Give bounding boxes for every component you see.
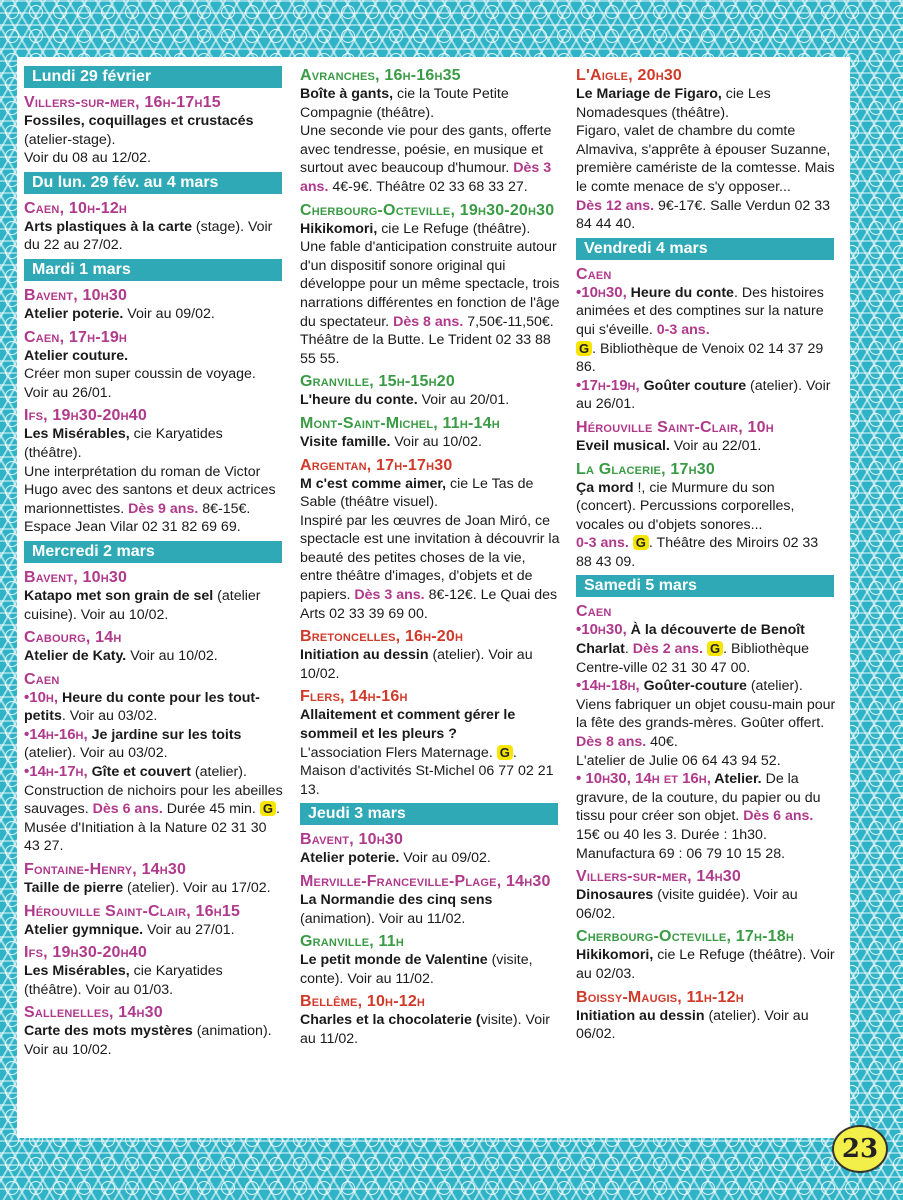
agenda-entry xyxy=(300,992,560,1048)
event-description xyxy=(576,946,836,983)
age-label: 0-3 ans. xyxy=(576,535,629,552)
event-description xyxy=(24,879,284,898)
body-text: !, cie Murmure du son (concert). Percussions corporelles, vocales ou d'objets sonores... xyxy=(576,479,795,533)
event-description xyxy=(576,284,836,414)
age-label: Dès 3 ans. xyxy=(354,587,425,604)
event-title: Initiation au dessin xyxy=(300,647,429,664)
event-location-time: Caen, 10h-12h xyxy=(24,199,128,217)
body-text: (atelier). Voir au 03/02. xyxy=(24,745,168,762)
event-title: Allaitement et comment gérer le sommeil et les pleurs ? xyxy=(300,707,516,743)
event-title: Arts plastiques à la carte xyxy=(24,218,192,235)
event-location-time: Cherbourg-Octeville, 17h-18h xyxy=(576,928,794,946)
body-text: cie Le Refuge (théâtre). Une fable d'anticipation construite autour d'un dispositif sonore original qui développe pour un même spectacle, trois narrations différentes en fonction de l'âge du spectateur. xyxy=(300,220,560,330)
event-title: Hikikomori, xyxy=(576,947,654,964)
body-text: (atelier). Voir au 17/02. xyxy=(123,880,271,897)
body-text: cie la Toute Petite Compagnie (théâtre). xyxy=(300,86,509,121)
event-title: Initiation au dessin xyxy=(576,1007,705,1024)
body-text: Une seconde vie pour des gants, offerte avec tendresse, poésie, en musique et surtout avec beaucoup d'humour. xyxy=(300,123,552,177)
event-title: Les Misérables, xyxy=(24,426,130,443)
event-title: Gîte et couvert xyxy=(87,764,191,781)
event-description xyxy=(24,112,284,168)
agenda-column-2 xyxy=(300,66,560,1053)
event-description xyxy=(24,921,284,940)
event-title: Katapo met son grain de sel xyxy=(24,587,214,604)
event-title: Atelier couture. xyxy=(24,347,129,364)
event-location-time: Boissy-Maugis, 11h-12h xyxy=(576,988,744,1006)
event-description xyxy=(300,891,560,928)
event-title: M c'est comme aimer, xyxy=(300,475,447,492)
body-text: Voir au 22/01. xyxy=(669,437,762,454)
event-title: Je jardine sur les toits xyxy=(87,726,242,743)
event-location-time: Caen xyxy=(24,670,60,688)
event-title: Visite famille. xyxy=(300,433,391,450)
event-description xyxy=(300,706,560,799)
time-text: •14h-17h, xyxy=(24,763,88,781)
body-text: visite). Voir au 11/02. xyxy=(300,1012,550,1047)
age-label: Dès 6 ans. xyxy=(92,801,163,818)
body-text: cie Karyatides (théâtre). xyxy=(24,426,223,461)
event-description xyxy=(300,951,560,988)
time-text: • 10h30, 14h et 16h, xyxy=(576,770,711,788)
event-location-time: Villers-sur-mer, 16h-17h15 xyxy=(24,94,221,111)
day-header: Jeudi 3 mars xyxy=(300,803,558,825)
event-title: Carte des mots mystères xyxy=(24,1023,193,1040)
event-description xyxy=(576,437,836,456)
body-text: Figaro, valet de chambre du comte Almaviva, s'apprête à épouser Suzanne, première camériste de la comtesse. Mais le comte menace de s'y opposer... xyxy=(576,123,835,195)
age-label: Dès 12 ans. xyxy=(576,197,655,214)
event-description xyxy=(300,391,560,410)
event-location-time: La Glacerie, 17h30 xyxy=(576,460,715,478)
event-description xyxy=(300,85,560,197)
body-text: cie Le Tas de Sable (théâtre visuel). xyxy=(300,475,534,511)
event-title: Fossiles, coquillages et crustacés xyxy=(24,113,254,129)
body-text: (visite, conte). Voir au 11/02. xyxy=(300,952,533,987)
body-text: Voir au 10/02. xyxy=(390,433,482,450)
event-description xyxy=(300,1011,560,1048)
event-location-time: Cherbourg-Octeville, 19h30-20h30 xyxy=(300,201,555,219)
time-text: •14h-18h, xyxy=(576,677,640,695)
event-time-bullet xyxy=(576,285,627,301)
age-label: 0-3 ans. xyxy=(656,321,710,338)
time-text: •14h-16h, xyxy=(24,725,88,743)
body-text: . Musée d'Initiation à la Nature 02 31 30 43 27. xyxy=(24,801,280,855)
event-title: L'heure du conte. xyxy=(300,392,418,409)
agenda-entry xyxy=(24,93,284,168)
event-title: Taille de pierre xyxy=(24,880,124,897)
agenda-entry xyxy=(24,406,284,537)
event-location-time: Argentan, 17h-17h30 xyxy=(300,456,453,474)
event-location-time: Avranches, 16h-16h35 xyxy=(300,67,461,84)
event-location-time: Ifs, 19h30-20h40 xyxy=(24,407,147,425)
event-location-time: Granville, 15h-15h20 xyxy=(300,373,455,391)
agenda-entry xyxy=(300,932,560,988)
day-header: Lundi 29 février xyxy=(24,66,282,88)
event-location-time: Sallenelles, 14h30 xyxy=(24,1004,163,1022)
event-title: Le petit monde de Valentine xyxy=(300,952,488,969)
event-title: Heure du conte pour les tout-petits xyxy=(24,689,260,725)
day-header: Samedi 5 mars xyxy=(576,575,834,597)
age-label: Dès 9 ans. xyxy=(128,500,199,517)
agenda-entry xyxy=(24,670,284,856)
body-text: 40€. xyxy=(646,734,678,751)
event-location-time: Flers, 14h-16h xyxy=(300,688,408,706)
body-text: cie Les Nomadesques (théâtre). xyxy=(576,86,771,121)
event-description xyxy=(576,886,836,923)
event-description xyxy=(24,647,284,666)
event-location-time: Bavent, 10h30 xyxy=(24,286,128,304)
body-text: Voir au 20/01. xyxy=(417,392,510,409)
agenda-entry xyxy=(300,414,560,452)
body-text: . Bibliothèque Centre-ville 02 31 30 47 00. xyxy=(576,641,810,676)
agenda-entry xyxy=(576,460,836,572)
agenda-entry xyxy=(300,456,560,624)
body-text: De la gravure, de la couture, du papier ou du tissu pour créer son objet. xyxy=(576,771,821,825)
event-location-time: Merville-Franceville-Plage, 14h30 xyxy=(300,873,551,890)
body-text: Voir au 09/02. xyxy=(123,305,215,322)
event-description xyxy=(300,433,560,452)
agenda-entry xyxy=(300,830,560,868)
time-text: •10h30, xyxy=(576,283,627,301)
body-text: Inspiré par les œuvres de Joan Miró, ce spectacle est une invitation à découvrir la beauté des petites choses de la vie, entre théâtre d'images, d'objets et de papiers. xyxy=(300,512,560,604)
event-location-time: Bellême, 10h-12h xyxy=(300,993,426,1011)
event-time-bullet xyxy=(576,678,640,694)
agenda-entry xyxy=(300,201,560,369)
event-description xyxy=(24,1022,284,1059)
body-text: (atelier). Voir au 26/01. xyxy=(576,377,831,413)
free-badge: G xyxy=(633,535,649,550)
body-text: 7,50€-11,50€. Théâtre de la Butte. Le Trident 02 33 88 55 55. xyxy=(300,313,554,367)
day-header: Vendredi 4 mars xyxy=(576,238,834,260)
agenda-entry xyxy=(300,872,560,928)
event-title: La Normandie des cinq sens xyxy=(300,892,493,908)
agenda-entry xyxy=(24,286,284,324)
event-time-bullet xyxy=(24,727,88,743)
agenda-column-3 xyxy=(576,66,836,1048)
body-text: . Des histoires animées et des comptines sur la nature qui s'éveille. xyxy=(576,284,824,338)
free-badge: G xyxy=(260,801,276,816)
day-header: Du lun. 29 fév. au 4 mars xyxy=(24,172,282,194)
event-description xyxy=(24,962,284,999)
body-text: 9€-17€. Salle Verdun 02 33 84 44 40. xyxy=(576,197,830,233)
body-text: Voir au 27/01. xyxy=(143,921,235,938)
body-text: 4€-9€. Théâtre 02 33 68 33 27. xyxy=(328,178,528,195)
day-header: Mercredi 2 mars xyxy=(24,541,282,563)
free-badge: G xyxy=(497,745,513,760)
event-description xyxy=(24,218,284,255)
agenda-entry xyxy=(24,628,284,666)
event-time-bullet xyxy=(24,690,58,706)
body-text: Voir du 08 au 12/02. xyxy=(24,150,152,167)
body-text: (atelier). Viens fabriquer un objet cousu-main pour la fête des grands-mères. Goûter offert. xyxy=(576,678,836,732)
event-location-time: Granville, 11h xyxy=(300,933,404,951)
event-title: Dinosaures xyxy=(576,887,654,904)
agenda-entry xyxy=(576,418,836,456)
body-text: (atelier cuisine). Voir au 10/02. xyxy=(24,587,261,623)
agenda-column-1 xyxy=(24,66,284,1064)
event-title: Les Misérables, xyxy=(24,963,130,980)
event-description xyxy=(24,347,284,403)
event-title: Atelier gymnique. xyxy=(24,921,144,938)
event-description xyxy=(576,621,836,863)
body-text: 8€-12€. Le Quai des Arts 02 33 39 69 00. xyxy=(300,587,558,622)
event-description xyxy=(576,85,836,234)
body-text: (atelier-stage). xyxy=(24,131,116,148)
body-text: (atelier). Voir au 10/02. xyxy=(300,647,533,682)
time-text: •10h, xyxy=(24,688,59,706)
event-title: Charles et la chocolaterie ( xyxy=(300,1012,481,1029)
body-text: . Voir au 03/02. xyxy=(61,708,158,725)
body-text: Voir au 09/02. xyxy=(399,850,491,867)
agenda-entry xyxy=(24,902,284,940)
event-time-bullet xyxy=(24,764,88,780)
event-location-time: Villers-sur-mer, 14h30 xyxy=(576,868,741,886)
event-title: Atelier poterie. xyxy=(300,850,400,867)
event-location-time: Caen, 17h-19h xyxy=(24,328,128,346)
event-location-time: Hérouville Saint-Clair, 10h xyxy=(576,418,774,436)
agenda-entry xyxy=(24,328,284,403)
body-text: Durée 45 min. xyxy=(162,801,260,818)
event-title: Le Mariage de Figaro, xyxy=(576,86,722,102)
agenda-entry xyxy=(24,860,284,898)
body-text: Voir au 10/02. xyxy=(126,648,218,665)
event-location-time: L'Aigle, 20h30 xyxy=(576,67,683,84)
body-text: (visite guidée). Voir au 06/02. xyxy=(576,887,798,922)
agenda-entry xyxy=(576,265,836,414)
body-text: cie Le Refuge (théâtre). Voir au 02/03. xyxy=(576,947,835,982)
age-label: Dès 3 ans. xyxy=(300,160,552,195)
body-text: Créer mon super coussin de voyage. Voir au 26/01. xyxy=(24,366,256,401)
agenda-entry xyxy=(576,602,836,863)
free-badge: G xyxy=(707,641,723,656)
agenda-entry xyxy=(576,867,836,923)
event-location-time: Mont-Saint-Michel, 11h-14h xyxy=(300,414,500,432)
event-location-time: Fontaine-Henry, 14h30 xyxy=(24,861,187,879)
event-title: Eveil musical. xyxy=(576,437,670,454)
event-title: Atelier de Katy. xyxy=(24,648,127,665)
body-text: (animation). Voir au 11/02. xyxy=(300,910,466,927)
age-label: Dès 2 ans. xyxy=(632,641,703,658)
age-label: Dès 6 ans. xyxy=(743,808,814,825)
event-time-bullet xyxy=(576,378,640,394)
age-label: Dès 8 ans. xyxy=(393,313,464,330)
body-text: (animation). Voir au 10/02. xyxy=(24,1023,272,1058)
body-text: (stage). Voir du 22 au 27/02. xyxy=(24,218,273,254)
agenda-entry xyxy=(300,627,560,683)
body-text: (atelier). Voir au 06/02. xyxy=(576,1007,809,1043)
event-location-time: Bavent, 10h30 xyxy=(24,568,128,586)
event-title: Boîte à gants, xyxy=(300,86,394,102)
event-location-time: Bavent, 10h30 xyxy=(300,831,404,849)
event-title: Goûter couture xyxy=(639,377,747,394)
event-location-time: Caen xyxy=(576,265,612,283)
agenda-entry xyxy=(300,372,560,410)
age-label: Dès 8 ans. xyxy=(576,734,647,751)
agenda-entry xyxy=(300,687,560,799)
body-text: cie Karyatides (théâtre). Voir au 01/03. xyxy=(24,963,223,998)
agenda-entry xyxy=(300,66,560,197)
event-title: Atelier. xyxy=(710,771,762,788)
event-description xyxy=(300,475,560,624)
body-text: 8€-15€. Espace Jean Vilar 02 31 82 69 69. xyxy=(24,500,251,536)
body-text: Une interprétation du roman de Victor Hugo avec des santons et deux actrices marionnettistes. xyxy=(24,463,276,517)
event-time-bullet xyxy=(576,771,711,787)
event-description xyxy=(300,220,560,369)
body-text: . Maison d'activités St-Michel 06 77 02 21 13. xyxy=(300,744,554,798)
body-text: (atelier). Construction de nichoirs pour les abeilles sauvages. xyxy=(24,764,283,818)
event-description xyxy=(576,479,836,572)
body-text: . Théâtre des Miroirs 02 33 88 43 09. xyxy=(576,535,819,570)
event-title: Goûter-couture xyxy=(639,678,747,695)
body-text: 15€ ou 40 les 3. Durée : 1h30. Manufactura 69 : 06 79 10 15 28. xyxy=(576,827,786,862)
event-location-time: Bretoncelles, 16h-20h xyxy=(300,628,464,646)
event-description xyxy=(300,646,560,683)
time-text: •10h30, xyxy=(576,621,627,639)
agenda-entry xyxy=(24,568,284,624)
time-text: •17h-19h, xyxy=(576,376,640,394)
agenda-entry xyxy=(576,66,836,234)
event-description xyxy=(24,689,284,856)
event-title: Heure du conte xyxy=(626,284,734,301)
body-text: L'association Flers Maternage. xyxy=(300,744,497,761)
event-location-time: Hérouville Saint-Clair, 16h15 xyxy=(24,902,241,920)
event-location-time: Ifs, 19h30-20h40 xyxy=(24,944,147,962)
day-header: Mardi 1 mars xyxy=(24,259,282,281)
event-time-bullet xyxy=(576,622,627,638)
body-text: . Bibliothèque de Venoix 02 14 37 29 86. xyxy=(576,340,824,376)
event-title: À la découverte de Benoît Charlat xyxy=(576,622,805,658)
event-title: Atelier poterie. xyxy=(24,305,124,322)
event-description xyxy=(300,849,560,868)
agenda-entry xyxy=(24,943,284,999)
agenda-entry xyxy=(576,988,836,1044)
event-description xyxy=(24,587,284,624)
body-text: . xyxy=(624,641,633,658)
event-description xyxy=(576,1007,836,1044)
agenda-entry xyxy=(24,199,284,255)
event-location-time: Cabourg, 14h xyxy=(24,629,122,647)
agenda-entry xyxy=(576,927,836,983)
event-description xyxy=(24,305,284,324)
event-description xyxy=(24,425,284,537)
event-location-time: Caen xyxy=(576,603,612,621)
body-text: L'atelier de Julie 06 64 43 94 52. xyxy=(576,752,781,769)
agenda-entry xyxy=(24,1003,284,1059)
page-number: 23 xyxy=(832,1125,888,1173)
event-title: Hikikomori, xyxy=(300,220,378,237)
event-title: Ça mord xyxy=(576,479,634,496)
free-badge: G xyxy=(576,341,592,356)
